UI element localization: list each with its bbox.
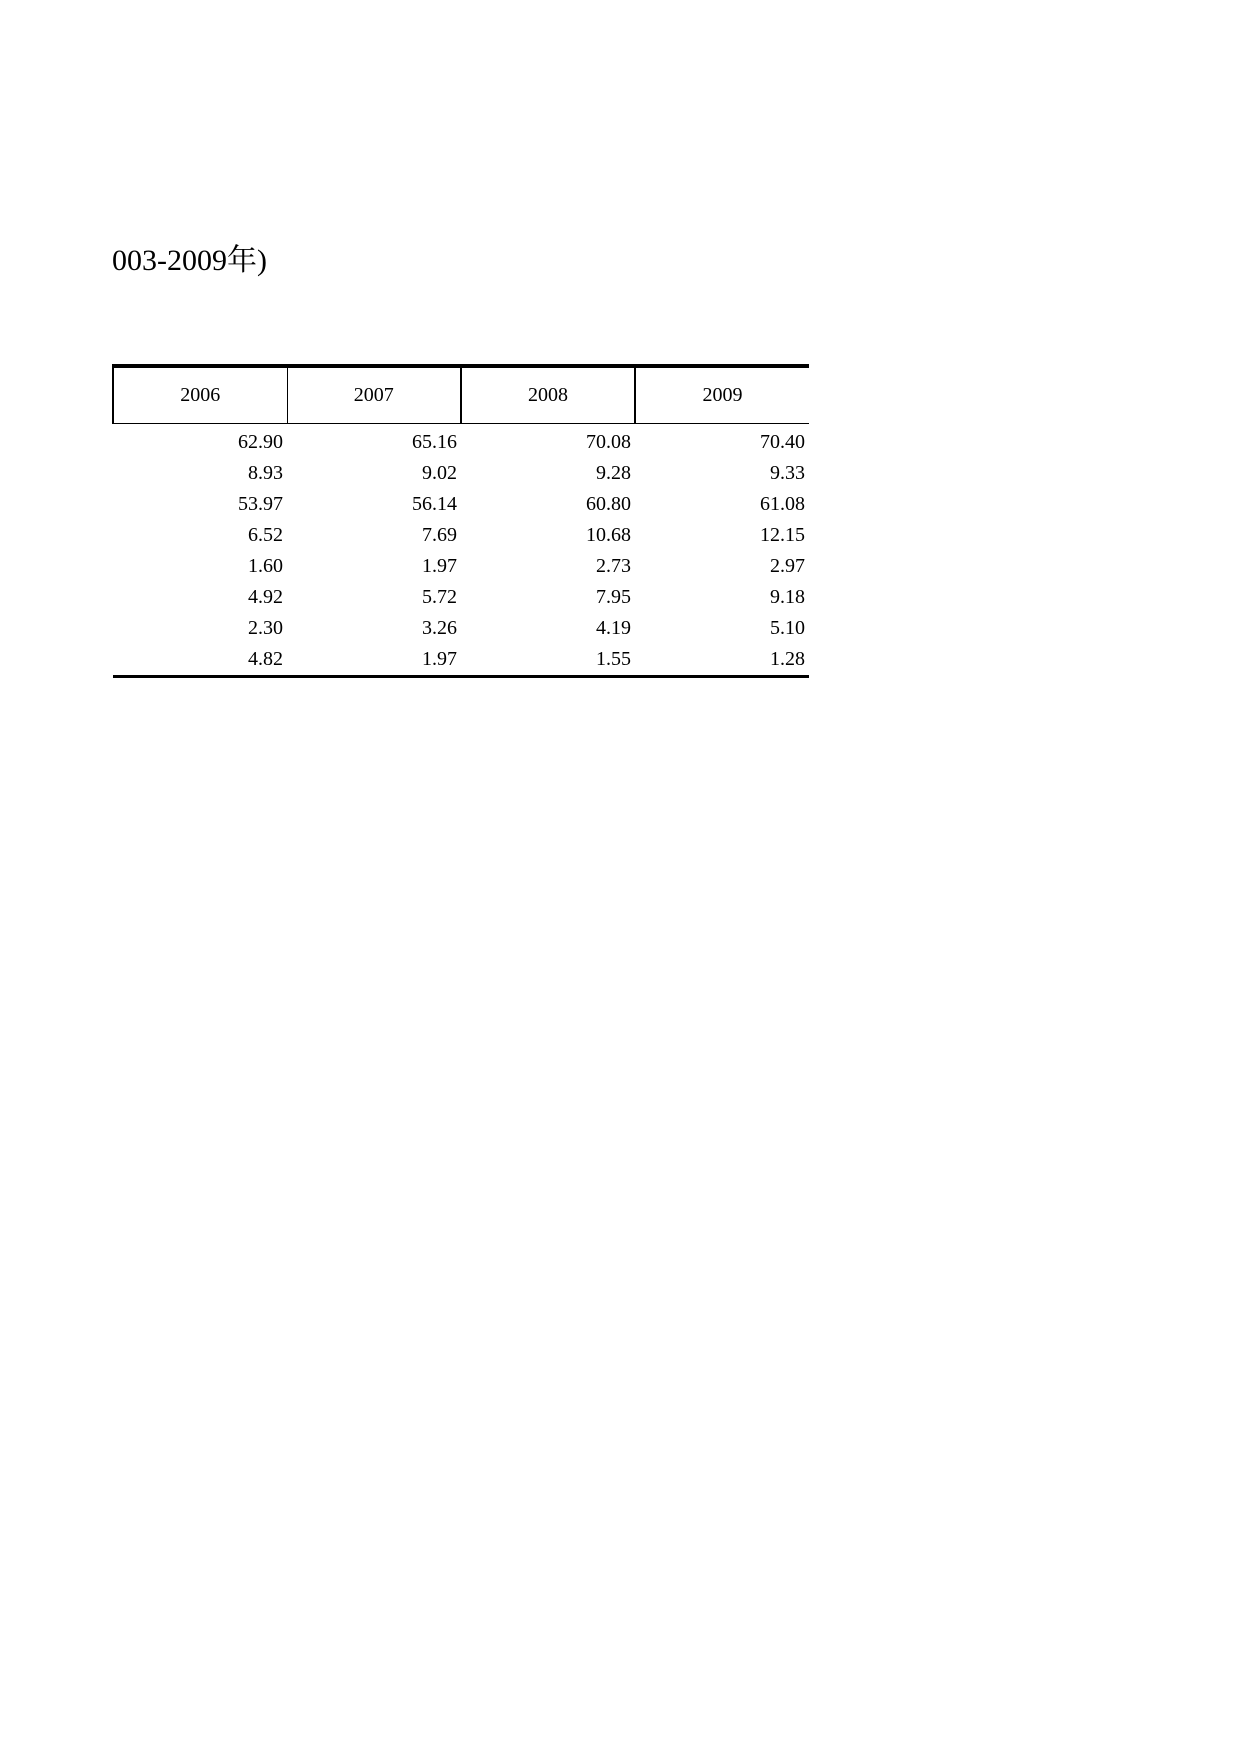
table-cell: 4.92 [248, 586, 283, 608]
page-title: 003-2009年) [112, 244, 267, 277]
table-cell: 9.28 [596, 462, 631, 484]
table-cell: 70.08 [586, 431, 631, 453]
table-row [113, 424, 809, 459]
table-cell: 9.18 [770, 586, 805, 608]
table-cell: 7.69 [422, 524, 457, 546]
table-cell: 9.33 [770, 462, 805, 484]
column-header-2006: 2006 [113, 366, 287, 424]
header-row [113, 366, 809, 424]
data-table [112, 364, 809, 678]
column-header-2007: 2007 [287, 366, 461, 424]
table-cell: 62.90 [238, 431, 283, 453]
table-cell: 1.97 [422, 555, 457, 577]
table-cell: 2.97 [770, 555, 805, 577]
table-cell: 12.15 [760, 524, 805, 546]
table-cell: 8.93 [248, 462, 283, 484]
table-row [113, 613, 809, 644]
table-cell: 6.52 [248, 524, 283, 546]
table-cell: 2.30 [248, 617, 283, 639]
table-row [113, 458, 809, 489]
table-cell: 5.10 [770, 617, 805, 639]
table-cell: 56.14 [412, 493, 457, 515]
table-cell: 65.16 [412, 431, 457, 453]
table-row [113, 489, 809, 520]
table-cell: 1.60 [248, 555, 283, 577]
table-row [113, 582, 809, 613]
table-cell: 1.28 [635, 644, 809, 677]
table-cell: 70.40 [760, 431, 805, 453]
table-cell: 2.73 [596, 555, 631, 577]
table-row [113, 644, 809, 677]
table-cell: 1.97 [287, 644, 461, 677]
table-cell: 1.55 [461, 644, 635, 677]
table-row [113, 551, 809, 582]
table-row [113, 520, 809, 551]
table-cell: 4.19 [596, 617, 631, 639]
table-cell: 53.97 [238, 493, 283, 515]
table-cell: 3.26 [422, 617, 457, 639]
table-cell: 61.08 [760, 493, 805, 515]
table-cell: 9.02 [422, 462, 457, 484]
column-header-2008: 2008 [461, 366, 635, 424]
table-cell: 10.68 [586, 524, 631, 546]
table-cell: 5.72 [422, 586, 457, 608]
table-cell: 7.95 [596, 586, 631, 608]
column-header-2009: 2009 [635, 366, 809, 424]
table-cell: 60.80 [586, 493, 631, 515]
table-cell: 4.82 [113, 644, 287, 677]
